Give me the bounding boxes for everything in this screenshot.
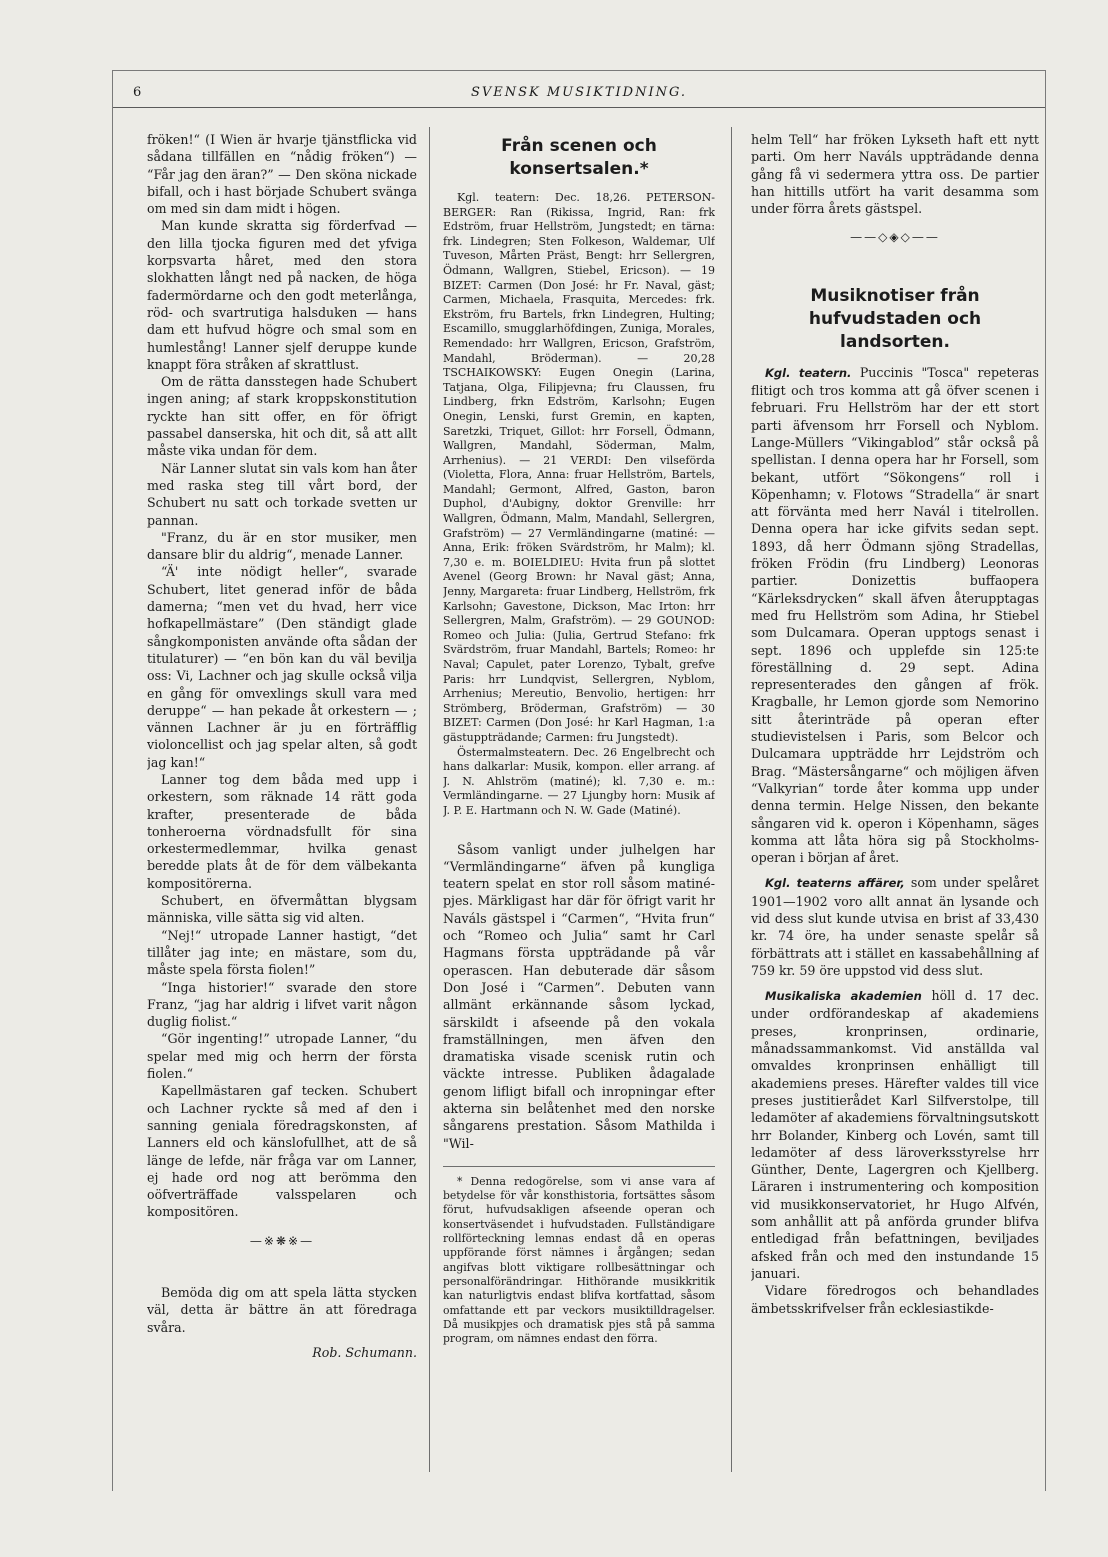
notice-text: som under spelåret 1901—1902 voro allt annat än lysande och vid dess slut kunde utvisa en brist af 33,430 kr. 74 öre, ha under senaste spelår så förbättrats att i stället en kassabehållning af 759 kr. 59 öre uppstod vid dess slut. (751, 875, 1039, 978)
paragraph: Om de rätta dansstegen hade Schubert ingen aning; af stark kroppskonstitution ryckte han sitt offer, en för öfrigt passabel danserska, hit och dit, så att allt måste vika undan för dem. (147, 374, 417, 459)
paragraph: “Ä' inte nödigt heller“, svarade Schubert, litet generad inför de båda damerna; “men vet du hvad, herr vice hofkapellmästare” (Den ständigt glade sångkomponisten använde ofta sådan der titulaturer) — “en bön kan du väl bevilja oss: Vi, Lachner och jag skulle också vilja en gång för omvexlings skull vara med deruppe“ — han pekade åt orkestern — ; vännen Lachner är ju en förträfflig violoncellist och jag spelar alten, så godt jag kan!“ (147, 564, 417, 770)
ornament-divider: ——◇◈◇—— (850, 230, 940, 245)
performance-listing: Östermalmsteatern. Dec. 26 Engelbrecht och hans dalkarlar: Musik, kompon. eller arrang. af J. N. Ahlström (matiné); kl. 7,30 e. m.: Vermländingarne. — 27 Ljungby horn: Musik af J. P. E. Hartmann och N. W. Gade (Matiné). (443, 745, 715, 817)
performance-listing: Kgl. teatern: Dec. 18,26. PETERSON-BERGER: Ran (Rikissa, Ingrid, Ran: frk Edström, fruar Hellström, Jungstedt; en tärna: frk. Lindegren; Sten Folkeson, Waldemar, Ulf Tuveson, Mårten Präst, Bengt: hrr Sellergren, Ödmann, Wallgren, Stiebel, Ericson). — 19 BIZET: Carmen (Don José: hr Fr. Naval, gäst; Carmen, Michaela, Frasquita, Mercedes: frk. Ekström, fru Bartels, frkn Lindegren, Hulting; Escamillo, smugglarhöfdingen, Zuniga, Morales, Remendado: hrr Wallgren, Ericson, Grafström, Mandahl, Bröderman). — 20,28 TSCHAIKOWSKY: Eugen Onegin (Larina, Tatjana, Olga, Filipjevna; fru Claussen, fru Lindberg, frkn Edström, Karlsohn; Eugen Onegin, Lenski, furst Gremin, en kapten, Saretzki, Triquet, Gillot: hrr Forsell, Ödmann, Wallgren, Mandahl, Söderman, Malm, Arrhenius). — 21 VERDI: Den vilseförda (Violetta, Flora, Anna: fruar Hellström, Bartels, Mandahl; Germont, Alfred, Gaston, baron Duphol, d'Aubigny, doktor Grenville: hrr Wallgren, Ödmann, Malm, Mandahl, Sellergren, Grafström) — 27 Vermländingarne (matiné: — Anna, Erik: fröken Svärdström, hr Malm); kl. 7,30 e. m. BOIELDIEU: Hvita frun på slottet Avenel (Georg Brown: hr Naval gäst; Anna, Jenny, Margareta: fruar Lindberg, Hellström, frk Karlsohn; Gavestone, Dickson, Mac Irton: hrr Sellergren, Malm, Grafström). — 29 GOUNOD: Romeo och Julia: (Julia, Gertrud Stefano: frk Svärdström, fruar Mandahl, Bartels; Romeo: hr Naval; Capulet, pater Lorenzo, Tybalt, grefve Paris: hrr Lundqvist, Sellergren, Nyblom, Arrhenius; Mereutio, Benvolio, hertigen: hrr Strömberg, Bröderman, Grafström) — 30 BIZET: Carmen (Don José: hr Karl Hagman, 1:a gästuppträdande; Carmen: fru Jungstedt). (443, 191, 715, 744)
paragraph: Man kunde skratta sig förderfvad — den lilla tjocka figuren med det yfviga korpsvarta håret, med den stora slokhatten långt ned på nacken, de höga fadermördarne och den godt meterlånga, röd- och svartrutiga halsduken — hans dam ett hufvud högre och smal som en humlestång! Lanner sjelf deruppe kunde knappt föra stråken af skrattlust. (147, 218, 417, 372)
column-left (147, 131, 417, 1476)
page-number: 6 (133, 85, 142, 100)
notice-text: Puccinis "Tosca" repeteras flitigt och tros komma att gå öfver scenen i februari. Fru Hellström har der ett stort parti äfvensom hrr Forsell och Nyblom. Lange-Müllers “Vikingablod” står också på spellistan. I denna opera har hr Forsell, som bekant, utfört “Sökongens“ roll i Köpenhamn; v. Flotows “Stradella“ är snart att förvänta med herr Navál i titelrollen. Denna opera har icke gifvits sedan sept. 1893, då herr Ödmann sjöng Stradellas, fröken Frödin (fru Lindberg) Leonoras partier. Donizettis buffaopera “Kärleksdrycken“ skall äfven återupptagas med fru Hellström som Adina, hr Stiebel som Dulcamara. Operan upptogs senast i sept. 1896 och upplefde sin 125:te föreställning d. 29 sept. Adina representerades den gången af frök. Kragballe, hr Lemon gjorde som Nemorino sitt återinträde på operan efter studievistelsen i Paris, som Belcor och Dulcamara uppträdde hrr Lejdström och Brag. “Mästersångarne“ och möjligen äfven “Valkyrian“ torde åter komma upp under denna termin. Helge Nissen, den bekante sångaren vid k. operon i Köpenhamn, säges komma att låta höra sig på Stockholms-operan i början af året. (751, 364, 1039, 866)
notice-paragraph (751, 1282, 1039, 1317)
notice-lead: Musikaliska akademien (765, 989, 922, 1004)
notice-paragraph (751, 987, 1039, 1282)
column-divider (429, 127, 430, 1472)
ornament-divider: —※❋※— (249, 1233, 315, 1248)
paragraph: När Lanner slutat sin vals kom han åter med raska steg till vårt bord, der Schubert nu satt och torkade svetten ur pannan. (147, 460, 417, 528)
column-middle (443, 131, 715, 1476)
notice-lead: Kgl. teatern. (765, 365, 852, 380)
footnote: * Denna redogörelse, som vi anse vara af betydelse för vår konsthistoria, fortsättes såsom förut, hufvudsakligen afseende operan och konsertväsendet i hufvudstaden. Fullständigare rollförteckning lemnas endast då en operas uppförande först nämnes i årgången; sedan angifvas blott viktigare rollbesättningar och personalförändringar. Hithörande musikkritik kan naturligtvis endast blifva kortfattad, såsom omfattande ett par veckors musiktilldragelser. Då musikpjes och dramatisk pjes stå på samma program, om nämnes endast den förra. (443, 1166, 715, 1347)
paragraph: "Franz, du är en stor musiker, men dansare blir du aldrig“, menade Lanner. (147, 529, 417, 563)
notice-paragraph (751, 874, 1039, 979)
notice-paragraph (751, 364, 1039, 867)
newspaper-page (112, 70, 1046, 1491)
section-heading: Musiknotiser från hufvudstaden och landsorten. (808, 285, 982, 352)
paragraph: “Inga historier!“ svarade den store Franz, “jag har aldrig i lifvet varit någon duglig fiolist.“ (147, 979, 417, 1030)
page-header (113, 79, 1045, 108)
quote-paragraph: Bemöda dig om att spela lätta stycken väl, detta är bättre än att föredraga svåra. (147, 1285, 417, 1335)
paragraph: Lanner tog dem båda med upp i orkestern, som räknade 14 rätt goda krafter, presenterade de båda tonheroerna vördnadsfullt för sina orkestermedlemmar, hvilka genast beredde plats åt de för dem välbekanta kompositörerna. (147, 771, 417, 891)
notice-lead: Kgl. teaterns affärer, (765, 876, 905, 891)
journal-title: SVENSK MUSIKTIDNING. (470, 85, 688, 100)
paragraph: fröken!“ (I Wien är hvarje tjänstflicka vid sådana tillfällen en “nådig fröken“) — “Får jag den äran?” — Den sköna nickade bifall, och i hast började Schubert svänga om med sin dam midt i högen. (147, 132, 417, 217)
paragraph: “Nej!“ utropade Lanner hastigt, “det tillåter jag inte; en mästare, som du, måste spela första fiolen!” (147, 927, 417, 978)
author-signature: Rob. Schumann. (312, 1344, 417, 1360)
paragraph: helm Tell“ har fröken Lykseth haft ett nytt parti. Om herr Naváls uppträdande denna gång få vi sedermera yttra oss. De partier han hittills utfört ha varit desamma som under förra årets gästspel. (751, 132, 1039, 217)
section-heading: Från scenen och konsertsalen.* (501, 136, 657, 179)
notice-text: höll d. 17 dec. under ordförandeskap af akademiens preses, kronprinsen, ordinarie, månadssammankomst. Vid anställda val omvaldes kronprinsen enhälligt till akademiens preses. Härefter valdes till vice preses justitierådet Karl Silfverstolpe, till ledamöter af akademiens förvaltningsutskott hrr Bolander, Kinberg och Lovén, samt till ledamöter af dess läroverksstyrelse hrr Günther, Dente, Lagergren och Kjellberg. Läraren i instrumentering och komposition vid musikkonservatoriet, hr Hugo Alfvén, som anhållit att på anförda grunder blifva entledigad från befattningen, beviljades afsked från och med den instundande 15 januari. (751, 988, 1039, 1281)
paragraph: Kapellmästaren gaf tecken. Schubert och Lachner ryckte så med af den i sanning geniala föredragskonsten, af Lanners eld och känslofullhet, att de så länge de lefde, när fråga var om Lanner, ej hade ord nog att berömma den oöfverträffade valsspelaren och kompositören. (147, 1083, 417, 1220)
column-right (751, 131, 1039, 1476)
notice-text: Vidare föredrogos och behandlades ämbetsskrifvelser från ecklesiastikde- (751, 1283, 1039, 1316)
column-divider (731, 127, 732, 1472)
review-paragraph: Såsom vanligt under julhelgen har “Vermländingarne“ äfven på kungliga teatern spelat en stor roll såsom matiné-pjes. Märkligast har där för öfrigt varit hr Naváls gästspel i “Carmen“, “Hvita frun“ och “Romeo och Julia“ samt hr Carl Hagmans första uppträdande på vår operascen. Han debuterade där såsom Don José i “Carmen”. Debuten vann allmänt erkännande såsom lyckad, särskildt i afseende på den vokala framställningen, men äfven den dramatiska visade scenisk rutin och väckte intresse. Publiken ådagalade genom lifligt bifall och inropningar efter akterna sin belåtenhet med den norske sångarens prestation. Såsom Mathilda i "Wil- (443, 841, 715, 1151)
paragraph: Schubert, en öfvermåttan blygsam människa, ville sätta sig vid alten. (147, 893, 417, 926)
paragraph: “Gör ingenting!” utropade Lanner, “du spelar med mig och herrn der första fiolen.“ (147, 1031, 417, 1082)
